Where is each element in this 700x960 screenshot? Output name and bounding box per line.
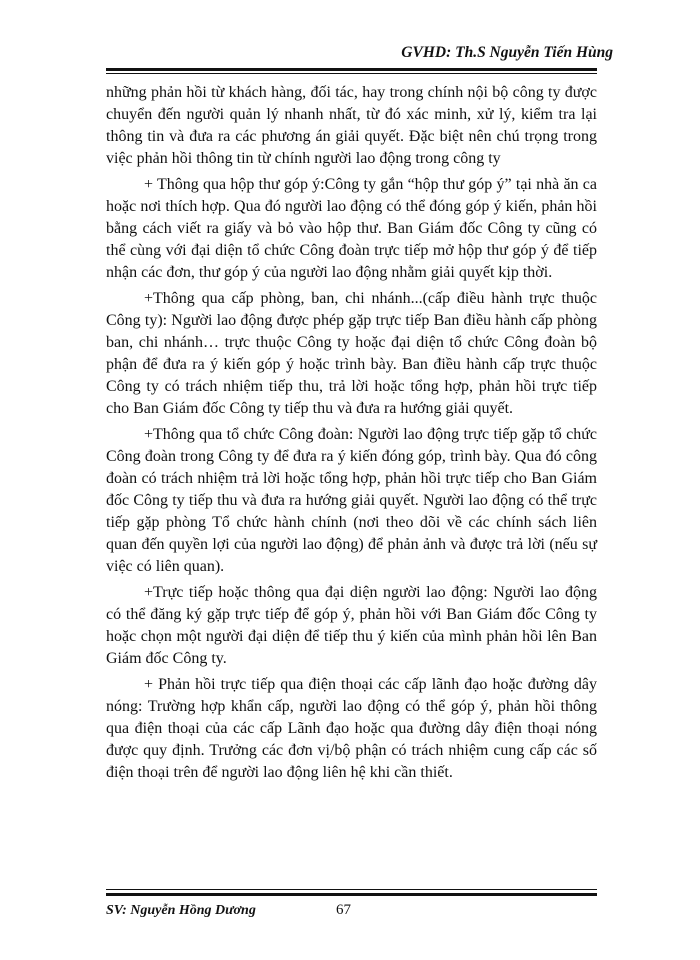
header-rule-thin	[106, 73, 597, 74]
paragraph-suggestion-box: + Thông qua hộp thư góp ý:Công ty gắn “hộp thư góp ý” tại nhà ăn ca hoặc nơi thích hợp. Qua đó người lao động có thể đóng góp ý kiến, phản hồi bằng cách viết ra giấy và bỏ vào hộp thư. Ban Giám đốc Công ty cũng có thể cùng với đại diện tổ chức Công đoàn trực tiếp mở hộp thư góp ý để tiếp nhận các đơn, thư góp ý của người lao động nhằm giải quyết kịp thời.	[106, 176, 597, 281]
paragraph-trade-union: +Thông qua tổ chức Công đoàn: Người lao động trực tiếp gặp tổ chức Công đoàn trong Công ty để đưa ra ý kiến đóng góp, trình bày. Qua đó công đoàn có trách nhiệm trả lời hoặc tổng hợp, phản hồi trực tiếp cho Ban Giám đốc Công ty tiếp thu và đưa ra hướng giải quyết. Người lao động có thể trực tiếp gặp phòng Tổ chức hành chính (nơi theo dõi về các chính sách liên quan đến quyền lợi của người lao động) để phản ảnh và được trả lời (nếu sự việc có liên quan).	[106, 426, 597, 575]
paragraph-representative: +Trực tiếp hoặc thông qua đại diện người lao động: Người lao động có thể đăng ký gặp trực tiếp để góp ý, phản hồi với Ban Giám đốc Công ty hoặc chọn một người đại diện để tiếp thu ý kiến của mình phản hồi lên Ban Giám đốc Công ty.	[106, 584, 597, 667]
footer-rule-thick	[106, 893, 597, 896]
student-name: SV: Nguyễn Hồng Dương	[106, 903, 256, 918]
paragraph-hotline: + Phản hồi trực tiếp qua điện thoại các cấp lãnh đạo hoặc đường dây nóng: Trường hợp khẩn cấp, người lao động có thể góp ý, phản hồi thông qua điện thoại của các cấp Lãnh đạo hoặc qua đường dây điện thoại nóng được quy định. Trưởng các đơn vị/bộ phận có trách nhiệm cung cấp các số điện thoại trên để người lao động liên hệ khi cần thiết.	[106, 676, 597, 781]
paragraph-intro: những phản hồi từ khách hàng, đối tác, hay trong chính nội bộ công ty được chuyển đến người quản lý nhanh nhất, từ đó xác minh, xử lý, kiểm tra lại thông tin và đưa ra các phương án giải quyết. Đặc biệt nên chú trọng trong việc phản hồi thông tin từ chính người lao động trong công ty	[106, 84, 597, 167]
document-body	[106, 82, 597, 788]
paragraph-department-level: +Thông qua cấp phòng, ban, chi nhánh...(cấp điều hành trực thuộc Công ty): Người lao động được phép gặp trực tiếp Ban điều hành cấp phòng ban, chi nhánh… trực thuộc Công ty hoặc đại diện tổ chức Công đoàn bộ phận để đưa ra ý kiến góp ý hoặc trình bày. Ban điều hành cấp trực thuộc Công ty có trách nhiệm tiếp thu, trả lời hoặc tổng hợp, phản hồi trực tiếp cho Ban Giám đốc Công ty tiếp thu và đưa ra hướng giải quyết.	[106, 290, 597, 417]
header-rule-thick	[106, 68, 597, 71]
advisor-name: GVHD: Th.S Nguyễn Tiến Hùng	[401, 44, 613, 61]
footer-rule-thin	[106, 889, 597, 890]
page-number: 67	[336, 902, 351, 918]
